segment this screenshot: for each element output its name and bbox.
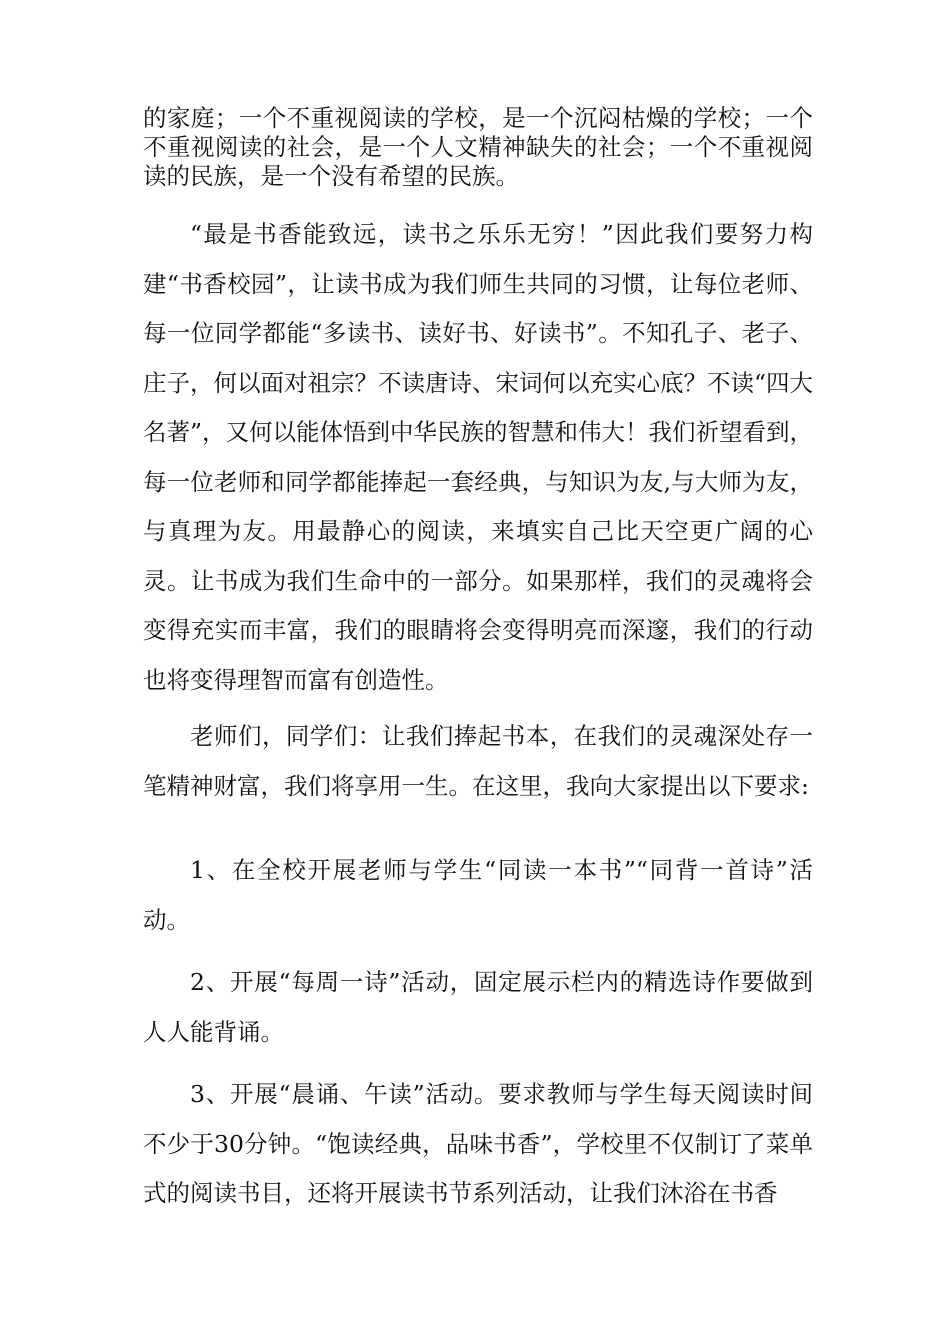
list-item-1: 1、在全校开展老师与学生“同读一本书”“同背一首诗”活动。 xyxy=(143,856,813,934)
paragraph-continuation: 的家庭；一个不重视阅读的学校，是一个沉闷枯燥的学校；一个不重视阅读的社会，是一个人文精神缺失的社会；一个不重视阅读的民族，是一个没有希望的民族。 xyxy=(143,104,813,190)
list-item-3: 3、开展“晨诵、午读”活动。要求教师与学生每天阅读时间不少于30分钟。“饱读经典，品味书香”，学校里不仅制订了菜单式的阅读书目，还将开展读书节系列活动，让我们沐浴在书香 xyxy=(143,1080,813,1207)
list-item-2: 2、开展“每周一诗”活动，固定展示栏内的精选诗作要做到人人能背诵。 xyxy=(143,968,813,1046)
paragraph-book-fragrance: “最是书香能致远，读书之乐乐无穷！”因此我们要努力构建“书香校园”，让读书成为我们师生共同的习惯，让每位老师、每一位同学都能“多读书、读好书、好读书”。不知孔子、老子、庄子，何以面对祖宗？不读唐诗、宋词何以充实心底？不读“四大名著”，又何以能体悟到中华民族的智慧和伟大！我们祈望看到，每一位老师和同学都能捧起一套经典，与知识为友,与大师为友，与真理为友。用最静心的阅读，来填实自己比天空更广阔的心灵。让书成为我们生命中的一部分。如果那样，我们的灵魂将会变得充实而丰富，我们的眼睛将会变得明亮而深邃，我们的行动也将变得理智而富有创造性。 xyxy=(143,220,814,694)
paragraph-address: 老师们，同学们：让我们捧起书本，在我们的灵魂深处存一笔精神财富，我们将享用一生。在这里，我向大家提出以下要求: xyxy=(143,722,813,800)
